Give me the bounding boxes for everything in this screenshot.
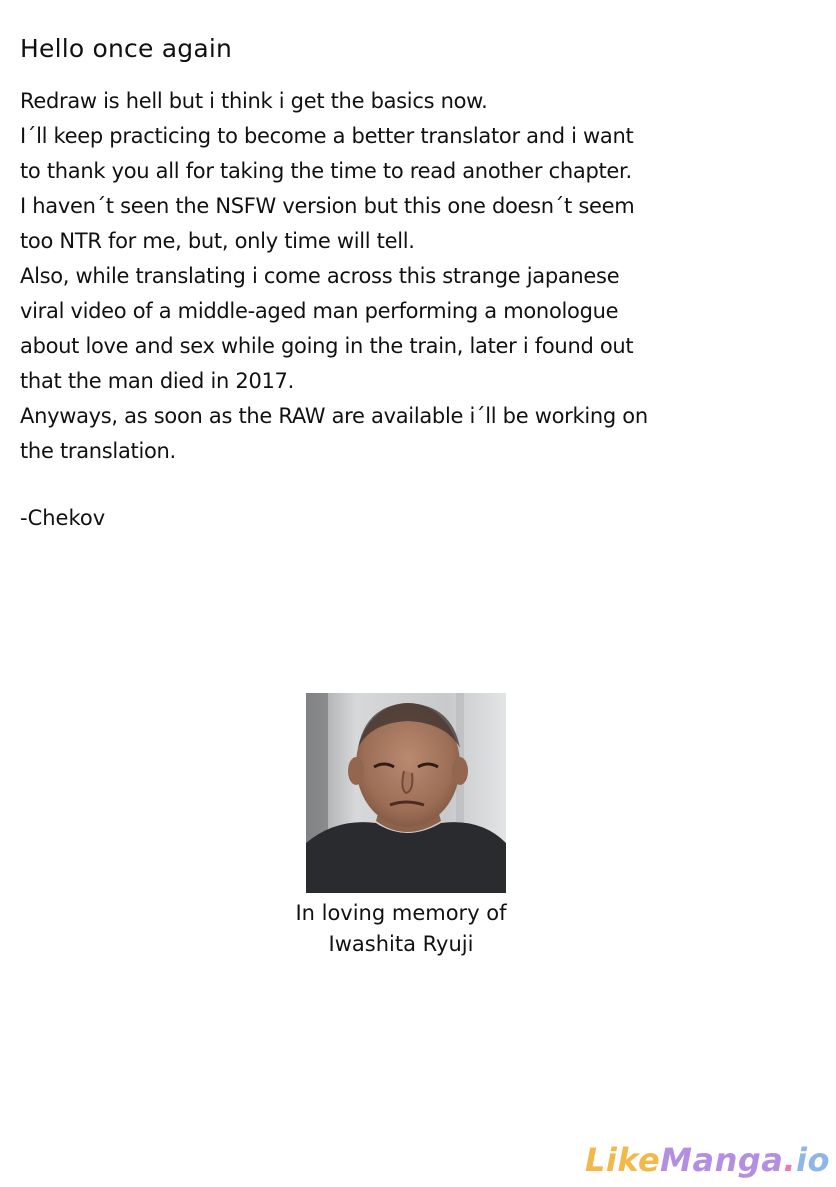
- note-line: the translation.: [20, 439, 176, 463]
- greeting-heading: Hello once again: [20, 34, 233, 63]
- note-line: that the man died in 2017.: [20, 369, 294, 393]
- note-line: about love and sex while going in the train, later i found out: [20, 334, 634, 358]
- watermark-part: Like: [584, 1141, 661, 1179]
- memorial-caption-line: In loving memory of: [295, 901, 507, 925]
- watermark-part: io: [796, 1141, 830, 1179]
- memorial-portrait-photo: [306, 693, 506, 893]
- site-watermark-logo: [585, 1140, 830, 1180]
- note-line: I´ll keep practicing to become a better translator and i want: [20, 124, 634, 148]
- note-line: Also, while translating i come across this strange japanese: [20, 264, 620, 288]
- note-line: I haven´t seen the NSFW version but this one doesn´t seem: [20, 194, 635, 218]
- note-line: to thank you all for taking the time to read another chapter.: [20, 159, 632, 183]
- note-line: Anyways, as soon as the RAW are available i´ll be working on: [20, 404, 648, 428]
- note-line: viral video of a middle-aged man performing a monologue: [20, 299, 619, 323]
- memorial-caption: [200, 898, 602, 960]
- watermark-part: Manga: [660, 1141, 784, 1179]
- translator-note: [20, 84, 810, 469]
- note-line: Redraw is hell but i think i get the basics now.: [20, 89, 488, 113]
- memorial-name: Iwashita Ryuji: [328, 932, 474, 956]
- watermark-part: .: [783, 1141, 797, 1179]
- note-line: too NTR for me, but, only time will tell.: [20, 229, 415, 253]
- signature: -Chekov: [20, 506, 106, 530]
- portrait-illustration: [306, 693, 506, 893]
